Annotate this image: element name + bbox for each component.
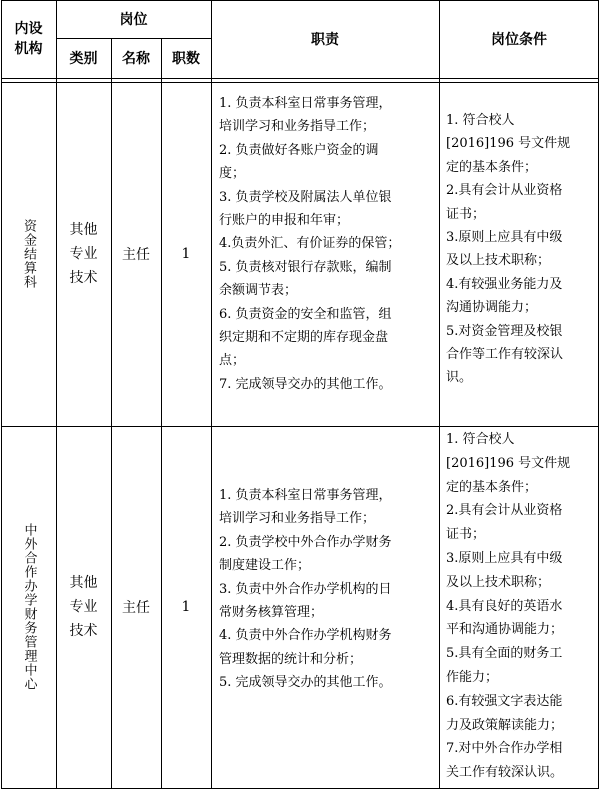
duties-line: 5. 完成领导交办的其他工作。: [219, 675, 392, 691]
header-dept: 内设 机构: [14, 21, 43, 57]
duties-line: 管理数据的统计和分析；: [219, 651, 363, 667]
requirements-line: 4.有较强业务能力及: [446, 276, 563, 292]
requirements-line: 1. 符合校人: [446, 432, 515, 447]
duties-line: 培训学习和业务指导工作；: [219, 119, 376, 135]
requirements-line: 2.具有会计从业资格: [446, 183, 563, 199]
requirements-line: [2016]196 号文件规: [446, 455, 571, 471]
duties-line: 3. 负责学校及附属法人单位银: [219, 189, 392, 205]
duties-line: 3. 负责中外合作办学机构的日: [219, 581, 392, 597]
requirements-line: 作能力；: [446, 669, 499, 685]
row-category: 其他 专业 技术: [69, 222, 98, 286]
duties-line: 制度建设工作；: [219, 558, 311, 574]
row-category-cell: [56, 426, 111, 788]
row-requirements: [439, 428, 599, 786]
row-dept: 中外合作办学财务管理中心: [21, 523, 37, 691]
requirements-line: 定的基本条件；: [446, 479, 538, 495]
row-category-cell: [56, 82, 111, 426]
row-count: 1: [181, 599, 191, 615]
requirements-line: 5.具有全面的财务工: [446, 646, 563, 662]
row-count: 1: [181, 246, 191, 262]
requirements-line: 力及政策解读能力；: [446, 717, 564, 733]
requirements-line: 4.具有良好的英语水: [446, 598, 563, 614]
header-requirements: 岗位条件: [491, 32, 547, 48]
row-dept: 资金结算科: [21, 219, 36, 289]
duties-line: 4. 负责中外合作办学机构财务: [219, 628, 392, 644]
requirements-line: 7.对中外合作办学相: [446, 741, 563, 757]
row-dept-cell: [1, 82, 56, 426]
header-name: 名称: [122, 51, 150, 67]
row-duties: [211, 484, 439, 724]
requirements-line: 6.有较强文字表达能: [446, 693, 563, 709]
duties-line: 4.负责外汇、有价证券的保管；: [219, 236, 401, 252]
requirements-line: 关工作有较深认识。: [446, 765, 564, 781]
duties-line: 1. 负责本科室日常事务管理，: [219, 488, 392, 503]
requirements-line: 证书；: [446, 527, 486, 543]
duties-line: 余额调节表；: [219, 283, 298, 299]
row-dept-cell: [1, 426, 56, 788]
duties-line: 度；: [219, 166, 246, 182]
requirements-line: 5.对资金管理及校银: [446, 323, 563, 339]
duties-line: 行账户的申报和年审；: [219, 213, 350, 229]
requirements-line: 及以上技术职称；: [446, 253, 551, 269]
requirements-line: 1. 符合校人: [446, 113, 515, 128]
duties-line: 1. 负责本科室日常事务管理，: [219, 96, 392, 111]
requirements-line: 沟通协调能力；: [446, 300, 538, 316]
requirements-line: [2016]196 号文件规: [446, 136, 571, 152]
requirements-line: 及以上技术职称；: [446, 574, 551, 590]
duties-line: 常财务核算管理；: [219, 605, 324, 621]
row-category: 其他 专业 技术: [69, 575, 98, 639]
header-post: 岗位: [119, 12, 148, 28]
requirements-line: 定的基本条件；: [446, 159, 538, 175]
row-requirements: [439, 109, 599, 419]
duties-line: 2. 负责做好各账户资金的调: [219, 142, 379, 158]
header-count: 职数: [172, 51, 200, 67]
row-duties: [211, 92, 439, 422]
duties-line: 7. 完成领导交办的其他工作。: [219, 376, 392, 392]
duties-line: 2. 负责学校中外合作办学财务: [219, 534, 392, 550]
duties-line: 6. 负责资金的安全和监管，组: [219, 306, 392, 322]
requirements-line: 合作等工作有较深认: [446, 347, 564, 363]
requirements-line: 2.具有会计从业资格: [446, 503, 563, 519]
requirements-line: 3.原则上应具有中级: [446, 550, 563, 566]
duties-line: 培训学习和业务指导工作；: [219, 511, 376, 527]
row-name: 主任: [122, 247, 150, 263]
duties-line: 点；: [219, 353, 246, 369]
requirements-line: 识。: [446, 370, 473, 386]
job-table: [1, 0, 599, 789]
requirements-line: 证书；: [446, 206, 486, 222]
duties-line: 5. 负责核对银行存款账，编制: [219, 259, 392, 275]
duties-line: 织定期和不定期的库存现金盘: [219, 330, 389, 346]
table-border-bottom: [1, 788, 599, 789]
requirements-line: 平和沟通协调能力；: [446, 622, 564, 638]
row-name: 主任: [122, 600, 150, 616]
header-duties: 职责: [311, 32, 339, 48]
header-bottom-border: [1, 78, 599, 79]
requirements-line: 3.原则上应具有中级: [446, 230, 563, 246]
header-category: 类别: [69, 51, 98, 67]
